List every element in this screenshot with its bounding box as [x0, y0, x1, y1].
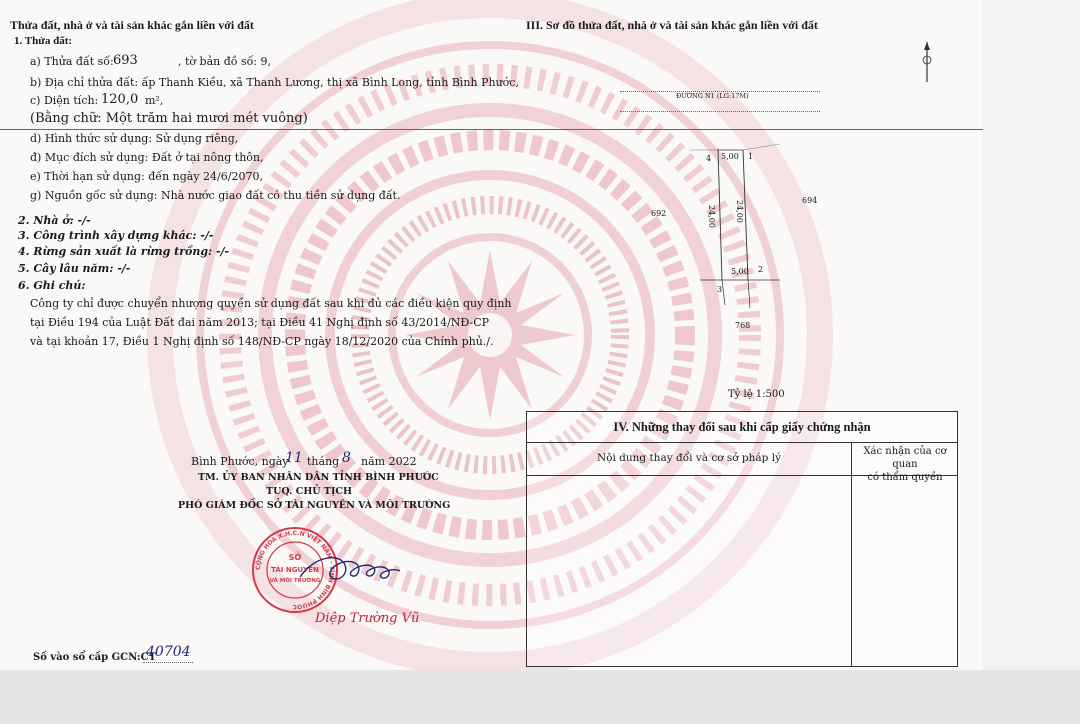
neighbor-right: 694 — [802, 196, 818, 205]
north-arrow-icon — [915, 40, 939, 84]
top-edge: 5,00 — [721, 152, 739, 161]
scale-label: Tỷ lệ 1:500 — [728, 389, 785, 400]
authority-line-2: TUQ. CHỦ TỊCH — [266, 486, 352, 497]
register-no: 40704 — [146, 644, 191, 660]
bottom-edge: 5,00 — [731, 267, 749, 276]
stamp-ring-text: CỘNG HÒA X.H.C.N VIỆT NAM · TỈNH BÌNH PHƯỚC — [254, 529, 336, 611]
authority-line-1: TM. ỦY BAN NHÂN DÂN TỈNH BÌNH PHƯỚC — [198, 472, 439, 483]
house: 2. Nhà ở: -/- — [18, 214, 91, 227]
right-header: III. Sơ đồ thửa đất, nhà ở và tài sản khác gắn liền với đất — [526, 18, 818, 32]
note-line-3: và tại khoản 17, Điều 1 Nghị định số 148/NĐ-CP ngày 18/12/2020 của Chính phủ./. — [30, 335, 494, 348]
changes-table — [526, 411, 958, 667]
date-month: 8 — [342, 450, 351, 466]
forest: 4. Rừng sản xuất là rừng trồng: -/- — [18, 245, 230, 258]
parcel-sketch — [640, 140, 840, 340]
date-year: năm 2022 — [361, 455, 417, 468]
notes-label: 6. Ghi chú: — [18, 279, 86, 292]
usage-origin: g) Nguồn gốc sử dụng: Nhà nước giao đất có thu tiền sử dụng đất. — [30, 189, 401, 202]
scan-margin-bottom — [0, 670, 1080, 724]
road-label: ĐƯỜNG N1 (LG:17M) — [676, 92, 749, 100]
stamp-center-bot: VÀ MÔI TRƯỜNG — [269, 578, 321, 584]
register-label: Số vào sổ cấp GCN:CT — [33, 652, 157, 663]
section1-label: 1. Thửa đất: — [14, 35, 73, 47]
area-words: (Bằng chữ: Một trăm hai mươi mét vuông) — [30, 111, 308, 126]
signer-name: Diệp Trường Vũ — [315, 611, 420, 626]
note-line-1: Công ty chỉ được chuyển nhượng quyền sử dụng đất sau khi đủ các điều kiện quy định — [30, 297, 512, 310]
perennial: 5. Cây lâu năm: -/- — [18, 262, 131, 275]
changes-col-content: Nội dung thay đổi và cơ sở pháp lý — [596, 452, 782, 464]
left-edge: 24,00 — [707, 205, 716, 228]
parcel-address: b) Địa chỉ thửa đất: ấp Thanh Kiều, xã Thanh Lương, thị xã Bình Long, tỉnh Bình Phước, — [30, 76, 519, 89]
stamp-center-top: SỞ — [288, 553, 302, 562]
corner-4: 4 — [706, 154, 712, 163]
date-prefix: Bình Phước, ngày — [191, 455, 289, 468]
usage-purpose: đ) Mục đích sử dụng: Đất ở tại nông thôn, — [30, 151, 264, 164]
area-label: c) Diện tích: — [30, 94, 99, 107]
right-edge: 24,00 — [735, 200, 744, 223]
note-line-2: tại Điều 194 của Luật Đất đai năm 2013; tại Điều 41 Nghị định số 43/2014/NĐ-CP — [30, 316, 490, 329]
neighbor-left: 692 — [651, 209, 667, 218]
corner-2: 2 — [758, 265, 764, 274]
changes-col-confirm: Xác nhận của cơ quan có thẩm quyền — [863, 446, 947, 483]
usage-term: e) Thời hạn sử dụng: đến ngày 24/6/2070, — [30, 170, 263, 183]
date-month-label: tháng — [307, 455, 340, 468]
corner-1: 1 — [748, 152, 754, 161]
neighbor-bottom: 768 — [735, 321, 751, 330]
other-works: 3. Công trình xây dựng khác: -/- — [18, 229, 214, 242]
left-header: Thửa đất, nhà ở và tài sản khác gắn liền với đất — [10, 18, 254, 32]
stamp-center-mid: TÀI NGUYÊN — [271, 566, 319, 574]
parcel-no-label: a) Thửa đất số: — [30, 55, 114, 68]
authority-line-3: PHÓ GIÁM ĐỐC SỞ TÀI NGUYÊN VÀ MÔI TRƯỜNG — [178, 500, 451, 511]
date-day: 11 — [285, 450, 303, 466]
usage-form: d) Hình thức sử dụng: Sử dụng riêng, — [30, 132, 239, 145]
official-stamp — [245, 525, 435, 645]
parcel-no: 693 — [113, 53, 138, 68]
area-value: 120,0 — [101, 92, 139, 107]
scan-margin-right — [983, 0, 1080, 670]
changes-title: IV. Những thay đổi sau khi cấp giấy chứng nhận — [527, 412, 957, 443]
map-sheet: , tờ bản đồ số: 9, — [178, 55, 272, 68]
corner-3: 3 — [717, 285, 723, 294]
fold-line — [0, 129, 983, 130]
area-unit: m², — [145, 94, 164, 107]
